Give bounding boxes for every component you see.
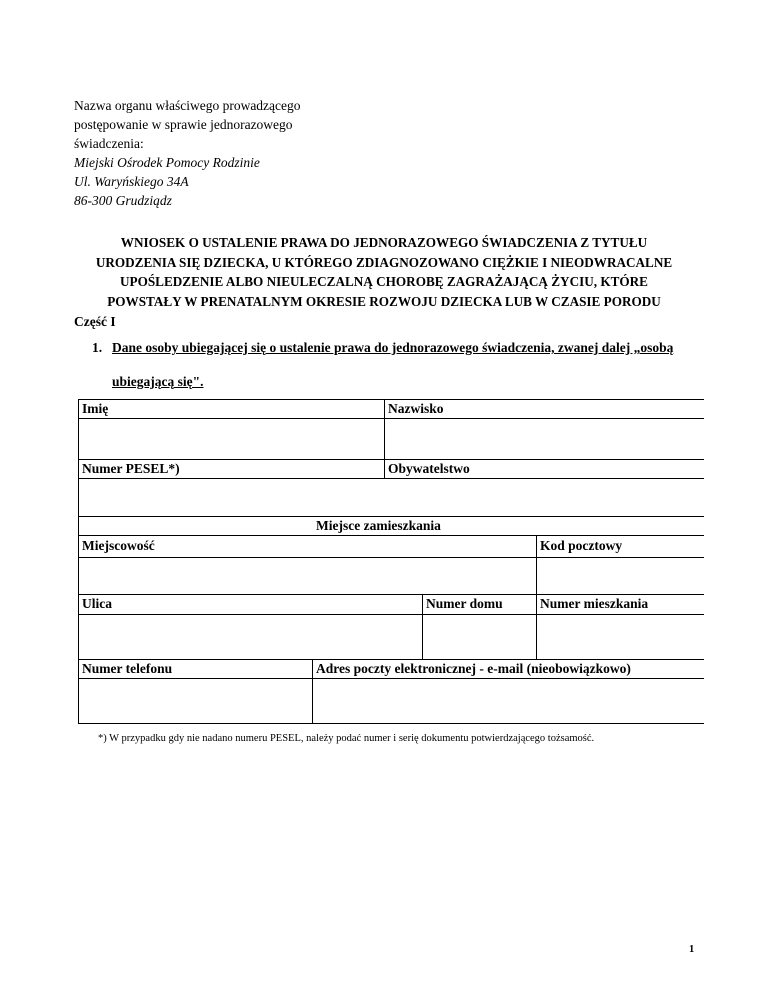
postal-code-label: Kod pocztowy	[540, 538, 623, 553]
applicant-data-form	[78, 399, 704, 724]
agency-block	[74, 96, 331, 210]
locality-label: Miejscowość	[82, 538, 155, 553]
street-label: Ulica	[82, 596, 112, 611]
agency-label-line-2: postępowanie w sprawie jednorazowego	[74, 117, 293, 132]
house-number-label: Numer domu	[426, 596, 503, 611]
page-number: 1	[689, 944, 695, 955]
residence-header: Miejsce zamieszkania	[316, 518, 441, 533]
section-title-line-1: Dane osoby ubiegającej się o ustalenie prawa do jednorazowego świadczenia, zwanej dalej „osobą	[112, 340, 674, 355]
form-line	[78, 594, 704, 595]
form-line	[78, 659, 704, 660]
form-line	[78, 535, 704, 536]
agency-street: Ul. Waryńskiego 34A	[74, 174, 189, 189]
title-line-4: POWSTAŁY W PRENATALNYM OKRESIE ROZWOJU DZIECKA LUB W CZASIE PORODU	[107, 293, 661, 309]
agency-label-line-3: świadczenia:	[74, 136, 144, 151]
form-line	[78, 723, 704, 724]
part-heading: Część I	[74, 314, 116, 329]
agency-name: Miejski Ośrodek Pomocy Rodzinie	[74, 155, 260, 170]
last-name-label: Nazwisko	[388, 401, 444, 416]
agency-city: 86-300 Grudziądz	[74, 193, 172, 208]
form-line	[78, 418, 704, 419]
title-line-3: UPOŚLEDZENIE ALBO NIEULECZALNĄ CHOROBĘ ZAGRAŻAJĄCĄ ŻYCIU, KTÓRE	[120, 274, 648, 289]
agency-label-line-1: Nazwa organu właściwego prowadzącego	[74, 98, 301, 113]
form-line	[78, 399, 79, 724]
citizenship-label: Obywatelstwo	[388, 461, 470, 476]
title-line-1: WNIOSEK O USTALENIE PRAWA DO JEDNORAZOWEGO ŚWIADCZENIA Z TYTUŁU	[120, 235, 648, 250]
document-title	[40, 233, 728, 311]
section-title-line-2: ubiegającą się".	[112, 374, 204, 389]
form-line	[78, 399, 704, 400]
pesel-footnote: *) W przypadku gdy nie nadano numeru PESEL, należy podać numer i serię dokumentu potwierdzającego tożsamość.	[98, 733, 595, 744]
form-line	[78, 614, 704, 615]
first-name-label: Imię	[82, 401, 109, 416]
form-line	[78, 678, 704, 679]
email-label: Adres poczty elektronicznej - e-mail (nieobowiązkowo)	[316, 661, 631, 676]
apartment-number-label: Numer mieszkania	[540, 596, 649, 611]
form-line	[312, 659, 313, 724]
section-number: 1.	[92, 340, 103, 355]
form-line	[78, 557, 704, 558]
section-heading	[92, 331, 712, 399]
form-line	[536, 535, 537, 659]
pesel-label: Numer PESEL*)	[82, 461, 180, 476]
form-line	[78, 478, 704, 479]
form-line	[78, 516, 704, 517]
phone-label: Numer telefonu	[82, 661, 173, 676]
form-line	[78, 459, 704, 460]
form-line	[422, 594, 423, 659]
title-line-2: URODZENIA SIĘ DZIECKA, U KTÓREGO ZDIAGNOZOWANO CIĘŻKIE I NIEODWRACALNE	[95, 254, 673, 270]
form-line	[384, 399, 385, 479]
